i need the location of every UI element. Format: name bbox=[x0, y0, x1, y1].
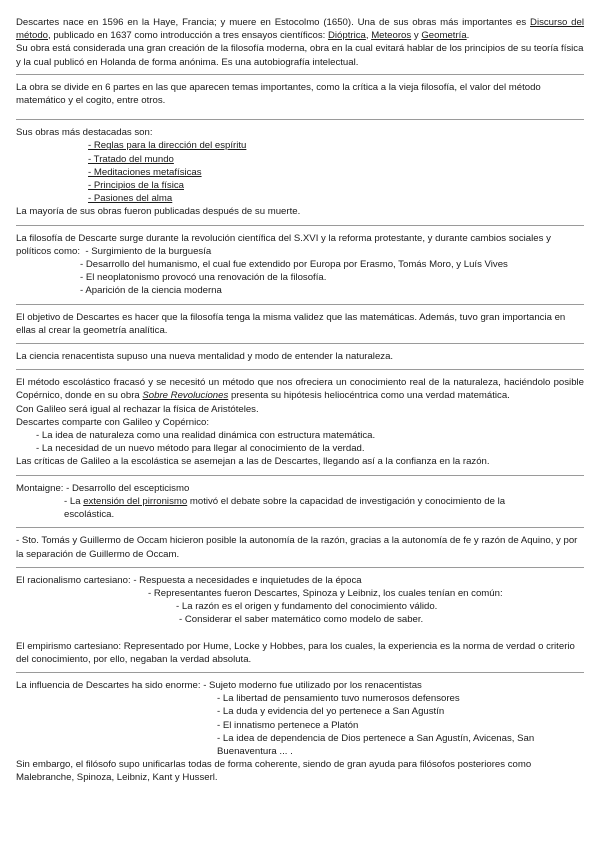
list-item: - Reglas para la dirección del espíritu bbox=[88, 140, 247, 152]
divider bbox=[16, 119, 584, 120]
section-autonomy: - Sto. Tomás y Guillermo de Occam hicieron posible la autonomía de la razón, gracias a la autonomía de fe y razón de Aquino, y por la separación de Guillermo de Occam. bbox=[16, 535, 578, 560]
intro-paragraph: Descartes nace en 1596 en la Haye, Francia; y muere en Estocolmo (1650). Una de sus obras más importantes es Discurso del método, publicado en 1637 como introducción a tres ensayos científicos: Dióptrica, Meteoros y Geometría. bbox=[16, 17, 584, 42]
divider bbox=[16, 475, 584, 476]
list-item: - El neoplatonismo provocó una renovación de la filosofía. bbox=[80, 272, 327, 284]
list-item: - Representantes fueron Descartes, Spinoza y Leibniz, los cuales tenían en común: bbox=[148, 587, 503, 599]
divider bbox=[16, 225, 584, 226]
section-context bbox=[16, 232, 584, 298]
section-empiricism: El empirismo cartesiano: Representado por Hume, Locke y Hobbes, para los cuales, la experiencia es la norma de verdad o criterio del conocimiento, por ello, negaban la verdad absoluta. bbox=[16, 640, 575, 665]
influence-line: La influencia de Descartes ha sido enorme: - Sujeto moderno fue utilizado por los renacentistas bbox=[16, 679, 422, 691]
rationalism-line: El racionalismo cartesiano: - Respuesta a necesidades e inquietudes de la época bbox=[16, 574, 362, 586]
shares-list bbox=[16, 429, 584, 455]
section-influence bbox=[16, 679, 584, 785]
intro-paragraph-2: Su obra está considerada una gran creación de la filosofía moderna, obra en la cual evitará hablar de los principios de su teoría física y la cual publicó en Holanda de forma anónima. Es una autobiografía intelectual. bbox=[16, 43, 584, 68]
section-method bbox=[16, 376, 584, 468]
sobre-revoluciones-title: Sobre Revoluciones bbox=[142, 390, 229, 402]
section-intro bbox=[16, 16, 584, 69]
list-item: - La duda y evidencia del yo pertenece a San Agustín bbox=[217, 706, 445, 718]
list-item: - Tratado del mundo bbox=[88, 153, 174, 165]
pirronismo-term: extensión del pirronismo bbox=[83, 495, 188, 507]
list-item: - La idea de dependencia de Dios pertenece a San Agustín, Avicenas, San Buenaventura ... . bbox=[217, 732, 535, 757]
section-renaissance: La ciencia renacentista supuso una nueva mentalidad y modo de entender la naturaleza. bbox=[16, 351, 394, 363]
works-heading: Sus obras más destacadas son: bbox=[16, 127, 153, 139]
divider bbox=[16, 304, 584, 305]
meteoros-title: Meteoros bbox=[371, 30, 412, 42]
works-footer: La mayoría de sus obras fueron publicadas después de su muerte. bbox=[16, 206, 301, 218]
section-montaigne bbox=[16, 482, 584, 522]
galileo-line: Con Galileo será igual al rechazar la física de Aristóteles. bbox=[16, 403, 259, 415]
list-item: - La idea de naturaleza como una realidad dinámica con estructura matemática. bbox=[36, 430, 376, 442]
influence-label: La influencia de Descartes ha sido enorme: bbox=[16, 679, 204, 691]
list-item: - La libertad de pensamiento tuvo numerosos defensores bbox=[217, 693, 460, 705]
geometria-title: Geometría bbox=[421, 30, 467, 42]
divider bbox=[16, 567, 584, 568]
section-works bbox=[16, 126, 584, 218]
divider bbox=[16, 527, 584, 528]
discurso-link: Discurso del método bbox=[16, 17, 584, 42]
method-paragraph: El método escolástico fracasó y se necesitó un método que nos ofreciera un conocimiento real de la naturaleza, haciéndolo posible Copérnico, donde en su obra Sobre Revoluciones presenta su hipótesis heliocéntrica como una verdad matemática. bbox=[16, 377, 584, 402]
section-rationalism bbox=[16, 574, 584, 627]
method-footer: Las críticas de Galileo a la escolástica se asemejan a las de Descartes, llegando así a la confianza en la razón. bbox=[16, 456, 490, 468]
divider bbox=[16, 672, 584, 673]
influence-footer: Sin embargo, el filósofo supo unificarlas todas de forma coherente, siendo de gran ayuda para filósofos posteriores como Malebranche, Spinoza, Leibniz, Kant y Husserl. bbox=[16, 759, 532, 784]
context-intro: La filosofía de Descarte surge durante la revolución científica del S.XVI y la reforma protestante, y durante cambios sociales y políticos como: - Surgimiento de la burguesía bbox=[16, 232, 551, 257]
list-item: - El innatismo pertenece a Platón bbox=[217, 719, 359, 731]
rationalism-label: El racionalismo cartesiano: bbox=[16, 574, 134, 586]
list-item: - La necesidad de un nuevo método para llegar al conocimiento de la verdad. bbox=[36, 443, 365, 455]
document-page bbox=[16, 16, 584, 785]
list-item: - Aparición de la ciencia moderna bbox=[80, 285, 222, 297]
divider bbox=[16, 369, 584, 370]
section-objective: El objetivo de Descartes es hacer que la filosofía tenga la misma validez que las matemáticas. Además, tuvo gran importancia en ellas al crear la geometría analítica. bbox=[16, 311, 566, 336]
dioptrica-title: Dióptrica bbox=[327, 30, 366, 42]
list-item: - Meditaciones metafísicas bbox=[88, 166, 202, 178]
list-item: - Considerar el saber matemático como modelo de saber. bbox=[179, 614, 424, 626]
influence-list bbox=[16, 692, 584, 758]
list-item: - Principios de la física bbox=[88, 180, 184, 192]
rationalism-sublist bbox=[16, 600, 584, 626]
list-item: - Desarrollo del humanismo, el cual fue extendido por Europa por Erasmo, Tomás Moro, y Luís Vives bbox=[80, 259, 508, 271]
montaigne-item: - La extensión del pirronismo motivó el debate sobre la capacidad de investigación y conocimiento de la escolástica. bbox=[64, 495, 506, 521]
section-parts: La obra se divide en 6 partes en las que aparecen temas importantes, como la crítica a la vieja filosofía, el valor del método matemático y el cogito, entre otros. bbox=[16, 81, 541, 107]
works-list bbox=[16, 139, 584, 205]
shares-line: Descartes comparte con Galileo y Copérnico: bbox=[16, 416, 210, 428]
divider bbox=[16, 343, 584, 344]
context-list bbox=[16, 258, 584, 298]
montaigne-label: Montaigne: bbox=[16, 482, 67, 494]
montaigne-line: Montaigne: - Desarrollo del escepticismo bbox=[16, 482, 190, 494]
divider bbox=[16, 74, 584, 75]
list-item: - La razón es el origen y fundamento del conocimiento válido. bbox=[176, 601, 438, 613]
list-item: - Pasiones del alma bbox=[88, 193, 173, 205]
